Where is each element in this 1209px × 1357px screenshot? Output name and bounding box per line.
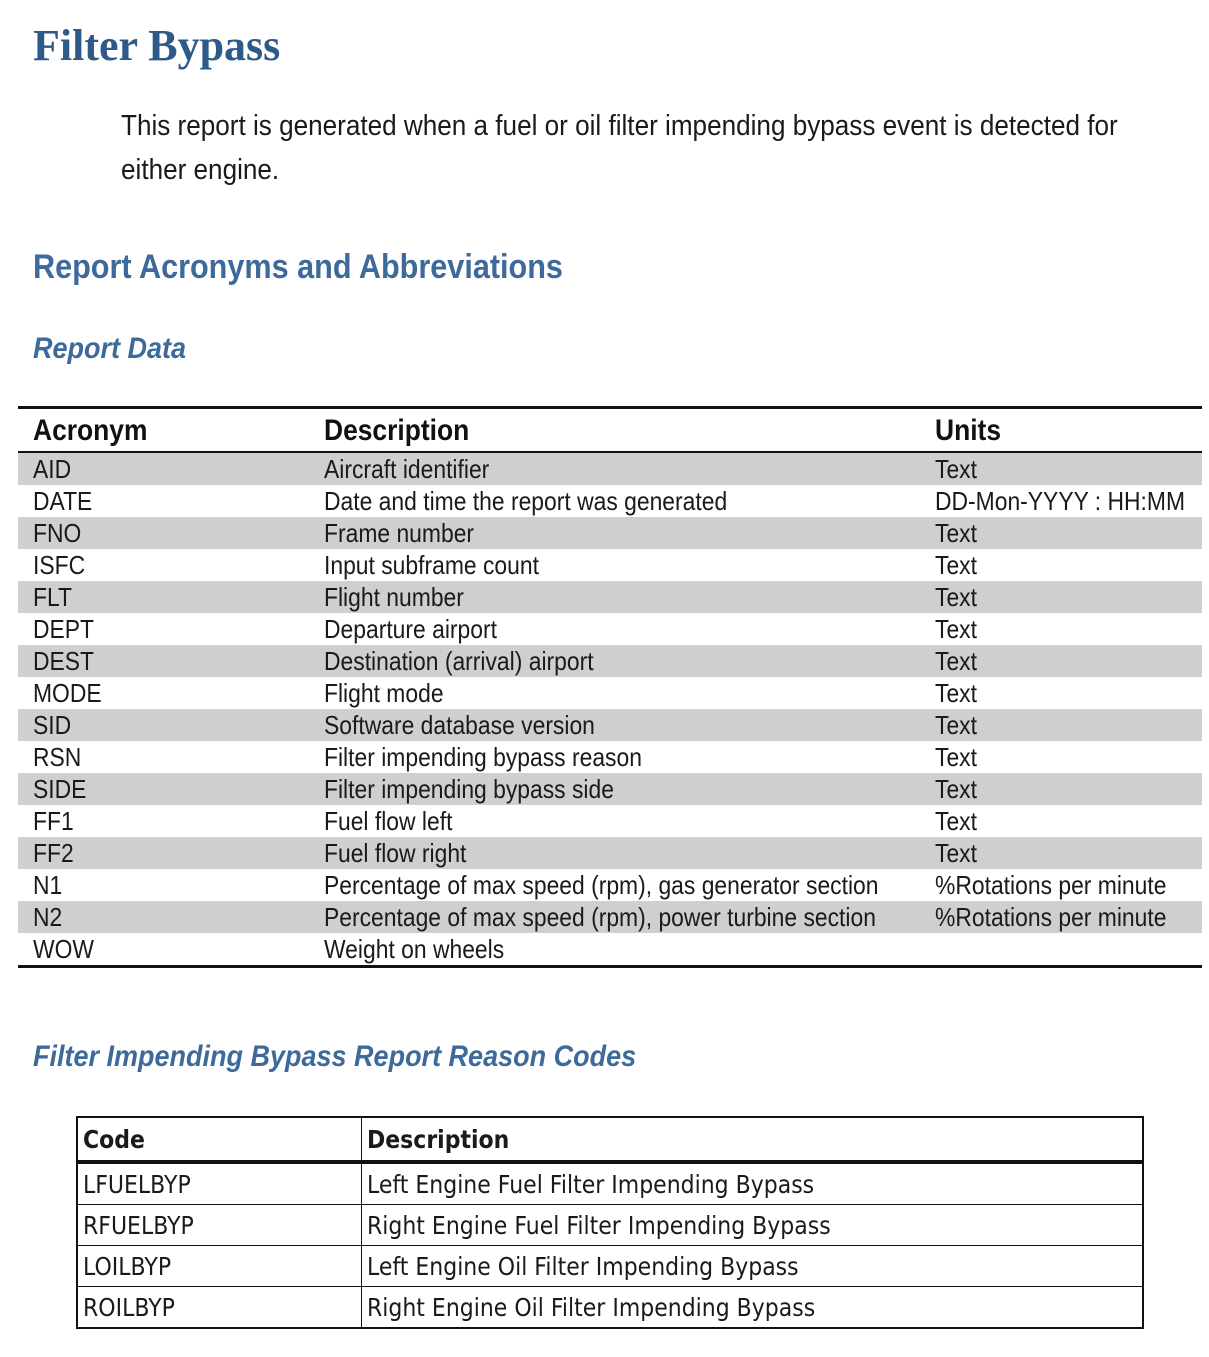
description-cell: Software database version [324,710,595,740]
units-cell: Text [935,646,977,676]
header-units: Units [935,414,1001,447]
reason-codes-heading: Filter Impending Bypass Report Reason Codes [33,1040,637,1073]
reason-codes-table [76,1116,1144,1329]
description-cell: Filter impending bypass side [324,774,614,804]
report-data-header-row [18,409,1202,453]
description-cell: Input subframe count [324,550,539,580]
description-cell: Percentage of max speed (rpm), power turbine section [324,902,876,932]
acronym-cell: ISFC [33,550,86,580]
table-row [77,1162,1143,1205]
code-cell: ROILBYP [77,1287,362,1329]
table-row [18,485,1202,517]
description-cell: Percentage of max speed (rpm), gas generator section [324,870,879,900]
description-cell: Destination (arrival) airport [324,646,594,676]
units-cell: Text [935,518,977,548]
acronym-cell: DEST [33,646,95,676]
code-description-cell: Left Engine Fuel Filter Impending Bypass [362,1162,1144,1205]
code-cell: LOILBYP [77,1246,362,1287]
table-row [18,901,1202,933]
table-row [18,837,1202,869]
description-cell: Aircraft identifier [324,454,490,484]
acronym-cell: SID [33,710,72,740]
description-cell: Flight mode [324,678,444,708]
units-cell: %Rotations per minute [935,870,1167,900]
acronym-cell: SIDE [33,774,87,804]
description-cell: Fuel flow left [324,806,453,836]
units-cell: Text [935,678,977,708]
reason-codes-rows [77,1162,1143,1328]
section-heading: Report Acronyms and Abbreviations [33,248,563,286]
code-description-cell: Left Engine Oil Filter Impending Bypass [362,1246,1144,1287]
units-cell: Text [935,742,977,772]
units-cell: Text [935,550,977,580]
acronym-cell: FNO [33,518,82,548]
acronym-cell: WOW [33,934,94,964]
intro-paragraph: This report is generated when a fuel or oil filter impending bypass event is detected for either engine. [121,110,1118,186]
description-cell: Weight on wheels [324,934,505,964]
units-cell: DD-Mon-YYYY : HH:MM [935,486,1186,516]
description-cell: Frame number [324,518,475,548]
header-description: Description [324,414,470,447]
table-row [18,613,1202,645]
acronym-cell: FF1 [33,806,74,836]
description-cell: Filter impending bypass reason [324,742,642,772]
description-cell: Departure airport [324,614,497,644]
units-cell: Text [935,806,977,836]
acronym-cell: DEPT [33,614,95,644]
code-description-cell: Right Engine Oil Filter Impending Bypass [362,1287,1144,1329]
table-row [18,517,1202,549]
table-row [18,933,1202,965]
acronym-cell: FLT [33,582,72,612]
acronym-cell: RSN [33,742,82,772]
table-row [18,869,1202,901]
acronym-cell: N2 [33,902,63,932]
units-cell: Text [935,774,977,804]
description-cell: Date and time the report was generated [324,486,728,516]
acronym-cell: FF2 [33,838,74,868]
acronym-cell: MODE [33,678,102,708]
code-cell: LFUELBYP [77,1162,362,1205]
table-row [77,1205,1143,1246]
units-cell: Text [935,582,977,612]
acronym-cell: DATE [33,486,93,516]
units-cell: %Rotations per minute [935,902,1167,932]
units-cell: Text [935,838,977,868]
page-title: Filter Bypass [33,21,281,70]
report-data-heading: Report Data [33,332,187,365]
header-code-description: Description [362,1117,1144,1162]
table-row [18,805,1202,837]
table-row [77,1287,1143,1329]
table-row [77,1246,1143,1287]
header-code: Code [77,1117,362,1162]
table-row [18,709,1202,741]
code-description-cell: Right Engine Fuel Filter Impending Bypass [362,1205,1144,1246]
report-data-rows [18,453,1202,965]
header-acronym: Acronym [33,414,148,447]
report-data-table [18,406,1202,968]
acronym-cell: AID [33,454,72,484]
table-row [18,741,1202,773]
table-row [18,453,1202,485]
table-row [18,549,1202,581]
table-row [18,581,1202,613]
description-cell: Flight number [324,582,464,612]
reason-codes-header-row [77,1117,1143,1162]
units-cell: Text [935,454,977,484]
table-row [18,645,1202,677]
acronym-cell: N1 [33,870,63,900]
units-cell: Text [935,614,977,644]
table-row [18,773,1202,805]
code-cell: RFUELBYP [77,1205,362,1246]
units-cell: Text [935,710,977,740]
table-row [18,677,1202,709]
description-cell: Fuel flow right [324,838,467,868]
